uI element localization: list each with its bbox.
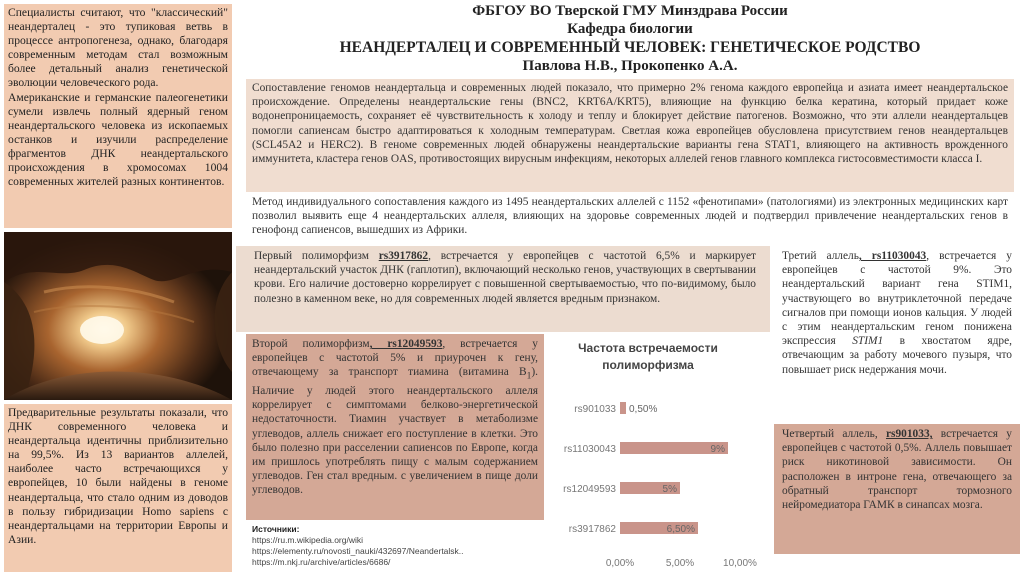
data-label: 0,50% [629,404,658,415]
category-label: rs3917862 [568,524,616,535]
fourth-allele-text [782,427,1012,512]
first-polymorphism-text [254,249,756,306]
source-link[interactable]: https://m.nkj.ru/archive/articles/6686/ [252,557,391,567]
stim1-italic: STIM1 [852,335,884,348]
second-polymorphism-panel [246,334,544,520]
x-tick-label: 10,00% [723,558,757,569]
third-body-1: , встречается у европейцев с частотой 9%. Это неандертальский вариант гена STIM1, участвующего во внутриклеточной передаче сигналов при помощи ионов кальция. У людей с этим неандертальским геном понижена экспрессия [782,250,1012,348]
second-body-2: ). Наличие у людей этого неандертальского аллеля коррелирует с симптомами белково-энергетической недостаточности. Тиамин участвует в метаболизме углеводов, аллель снижает его поступление в клетки. Это было полезно при расселении сапиенсов по Европе, когда им пришлось употреблять пищу с малым содержанием углеводов. Ген стал вредным. с увеличением в пище доли углеводов. [252,366,538,497]
chart-title-line-2: полиморфизма [602,358,694,372]
left-paragraph-2: Американские и германские палеогенетики сумели извлечь полный ядерный геном неандертальского человека из ископаемых останков и изучили распределение фрагментов ДНК неандертальского происхождения в хромосомах 1004 современных жителей разных континентов. [8,90,228,189]
left-paragraph-1: Специалисты считают, что "классический" неандерталец - это тупиковая ветвь в процессе антропогенеза, однако, благодаря современным методам стал возможным более детальный анализ генетической эволюции человеческого рода. [8,6,228,90]
second-lead: Второй полиморфизм [252,338,370,350]
first-polymorphism-panel [236,246,770,332]
genome-comparison-panel [246,79,1014,192]
frequency-chart [548,334,770,572]
third-body-2: в хвостатом ядре, отвечающим за работу мочевого пузыря, что повышает риск недержания мочи. [782,335,1012,376]
category-label: rs901033 [574,404,616,415]
third-allele-panel [774,246,1020,422]
fourth-allele-panel [774,424,1020,554]
poster-header [236,0,1024,78]
fourth-body: встречается у европейцев с частотой 0,5%. Аллель повышает риск никотиновой зависимости. Он расположен в интроне гена, отвечающего за обратный транспорт тормозного нейромедиатора ГАМК в синапсах мозга. [782,428,1012,512]
sources-title: Источники: [252,524,300,534]
x-tick-label: 5,00% [665,558,695,569]
data-label: 9% [710,444,725,455]
intro-left-panel [4,4,232,228]
vitamin-subscript: 1 [526,371,532,382]
rs12049593-label: , rs12049593 [369,338,443,350]
third-lead: Третий аллель [782,250,859,262]
results-paragraph: Предварительные результаты показали, что ДНК современного человека и неандертальца идентичны приблизительно на 99,5%. Из 13 вариантов аллелей, наиболее часто встречающихся у европейцев, 10 были найдены в геноме неандертальца, что стало одним из доводов в пользу гибридизации Homo sapiens с неандертальцами на территории Европы и Азии. [8,406,228,546]
first-lead: Первый полиморфизм [254,250,379,262]
poster-title: НЕАНДЕРТАЛЕЦ И СОВРЕМЕННЫЙ ЧЕЛОВЕК: ГЕНЕТИЧЕСКОЕ РОДСТВО [339,39,921,56]
authors: Павлова Н.В., Прокопенко А.А. [522,58,738,74]
source-link[interactable]: https://elementy.ru/novosti_nauki/432697/Neandertalsk.. [252,546,464,556]
data-label: 5% [662,484,677,495]
first-body: , встречается у европейцев с частотой 6,5% и маркирует неандертальский участок ДНК (гаплотип), включающий несколько генов, участвующих в свертывании крови. Его наличие достоверно коррелирует с повышенной свертываемостью, что по-видимому, было полезно в каменном веке, но для современных людей является вредным признаком. [254,250,757,305]
data-label: 6,50% [666,524,695,535]
method-panel [246,193,1014,243]
second-body-1: , встречается у европейцев с частотой 5% и приурочен к гену, отвечающему за транспорт тиамина (витамина B [252,338,538,379]
frequency-chart-svg [548,334,770,572]
x-tick-label: 0,00% [605,558,635,569]
rs901033-label: rs901033, [885,428,933,440]
rs11030043-label: , rs11030043 [858,250,927,262]
rs3917862-label: rs3917862 [378,250,429,262]
source-link[interactable]: https://ru.m.wikipedia.org/wiki [252,535,364,545]
sources-panel [246,522,544,572]
category-label: rs11030043 [563,444,616,455]
second-polymorphism-text [252,337,538,498]
institution-name: ФБГОУ ВО Тверской ГМУ Минздрава России [472,3,788,19]
cave-illustration [4,232,232,400]
third-allele-text [782,249,1012,377]
category-label: rs12049593 [563,484,616,495]
bar [620,402,626,414]
cave-photo [4,232,232,400]
department-name: Кафедра биологии [567,21,693,37]
results-left-panel [4,404,232,572]
fourth-lead: Четвертый аллель, [782,428,886,440]
genome-comparison-text: Сопоставление геномов неандертальца и современных людей показало, что примерно 2% генома каждого европейца и азиата имеет неандертальское происхождение. Определены неандертальские гены (BNC2, KRT6A/KRT5), влияющие на функцию белка кератина, который придает коже водонепроницаемость, сохраняет её чувствительность к холоду и теплу и блокирует действие патогенов. Возможно, что эти аллели неандертальцев помогли сапиенсам быстро адаптироваться к холодным температурам. Светлая кожа европейцев обусловлена присутствием генов неандертальцев (SCL45A2 и HERC2). В геноме современных людей обнаружены неандертальские варианты гена STAT1, влияющего на активность врожденного иммунитета, кластера генов OAS, противостоящих вирусным инфекциям, некоторых аллелей генов главного комплекса гистосовместимости класса I. [252,82,1008,166]
method-text: Метод индивидуального сопоставления каждого из 1495 неандертальских аллелей с 1152 «фенотипами» (патологиями) из электронных медицинских карт позволил выявить еще 4 неандертальских аллеля, влияющих на здоровье современных людей и подтвердил привлечение неандертальских генов в генофонд сапиенсов, вышедших из Африки. [252,196,1008,237]
chart-title-line-1: Частота встречаемости [578,341,718,355]
